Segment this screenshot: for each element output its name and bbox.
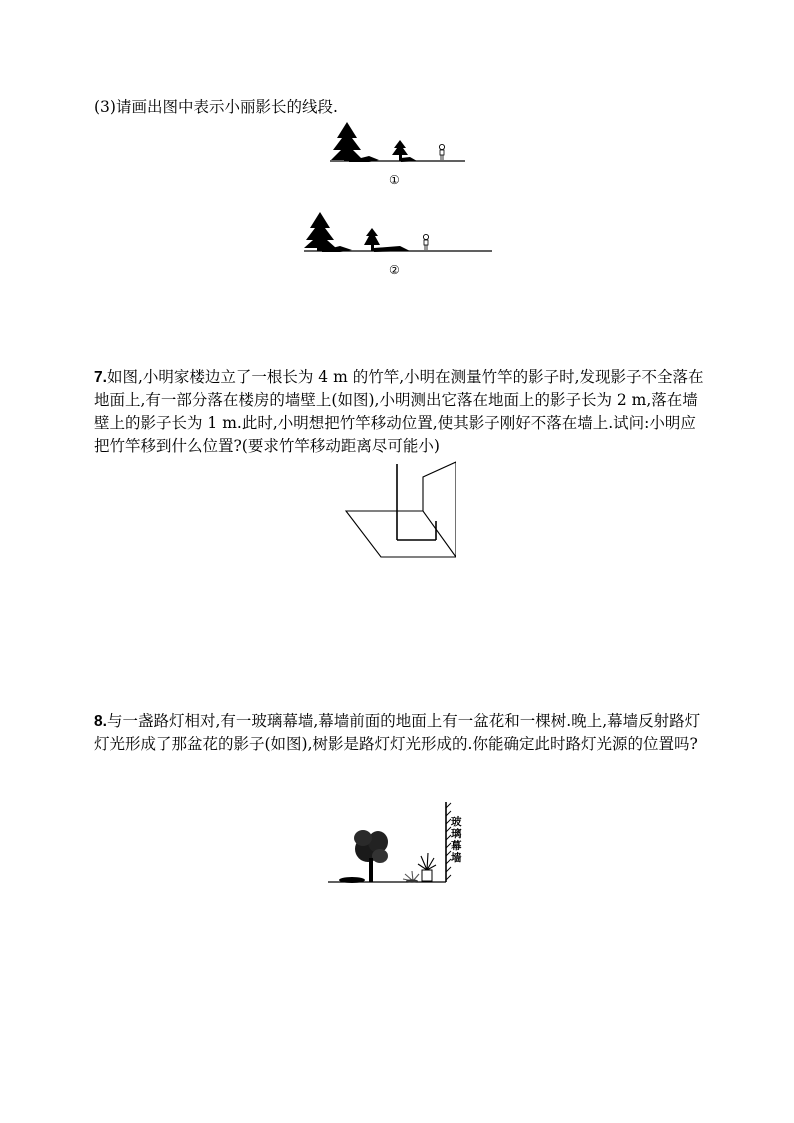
question-7 [94,366,704,458]
question-7-text: 如图,小明家楼边立了一根长为 4 m 的竹竿,小明在测量竹竿的影子时,发现影子不全落在地面上,有一部分落在楼房的墙壁上(如图),小明测出它落在地面上的影子长为 2 m,落在墙壁上的影子长为 1 m.此时,小明想把竹竿移动位置,使其影子刚好不落在墙上.试问:小明应把竹竿移到什么位置?(要求竹竿移动距离尽可能小) [94,368,704,455]
glass-wall-label: 玻璃幕墙 [451,816,462,864]
tree-icon [331,122,363,161]
small-tree-shadow-shape [374,246,410,252]
tree-shadow-shape [339,877,365,883]
question-8-number: 8. [94,713,107,730]
small-tree-icon [364,228,380,251]
question-8-text: 与一盏路灯相对,有一玻璃幕墙,幕墙前面的地面上有一盆花和一棵树.晚上,幕墙反射路灯灯光形成了那盆花的影子(如图),树影是路灯灯光形成的.你能确定此时路灯光源的位置吗? [94,712,701,753]
glass-wall-figure [325,798,470,888]
part3-text: (3)请画出图中表示小丽影长的线段. [94,98,338,116]
pole-wall-figure [344,460,456,560]
figure-2-label: ② [389,263,400,277]
flower-pot-icon [418,853,436,881]
figure-1-label: ① [389,173,400,187]
question-7-number: 7. [94,369,107,386]
tree-icon [354,830,388,882]
question-8 [94,710,704,756]
tree-icon [304,212,336,251]
tree-shadow-figure-2 [300,208,495,258]
girl-icon [423,234,428,250]
girl-icon [439,144,444,160]
flower-shadow-shape [403,871,419,883]
tree-shadow-figure-1 [325,120,465,168]
question-6-part-3 [94,96,704,119]
